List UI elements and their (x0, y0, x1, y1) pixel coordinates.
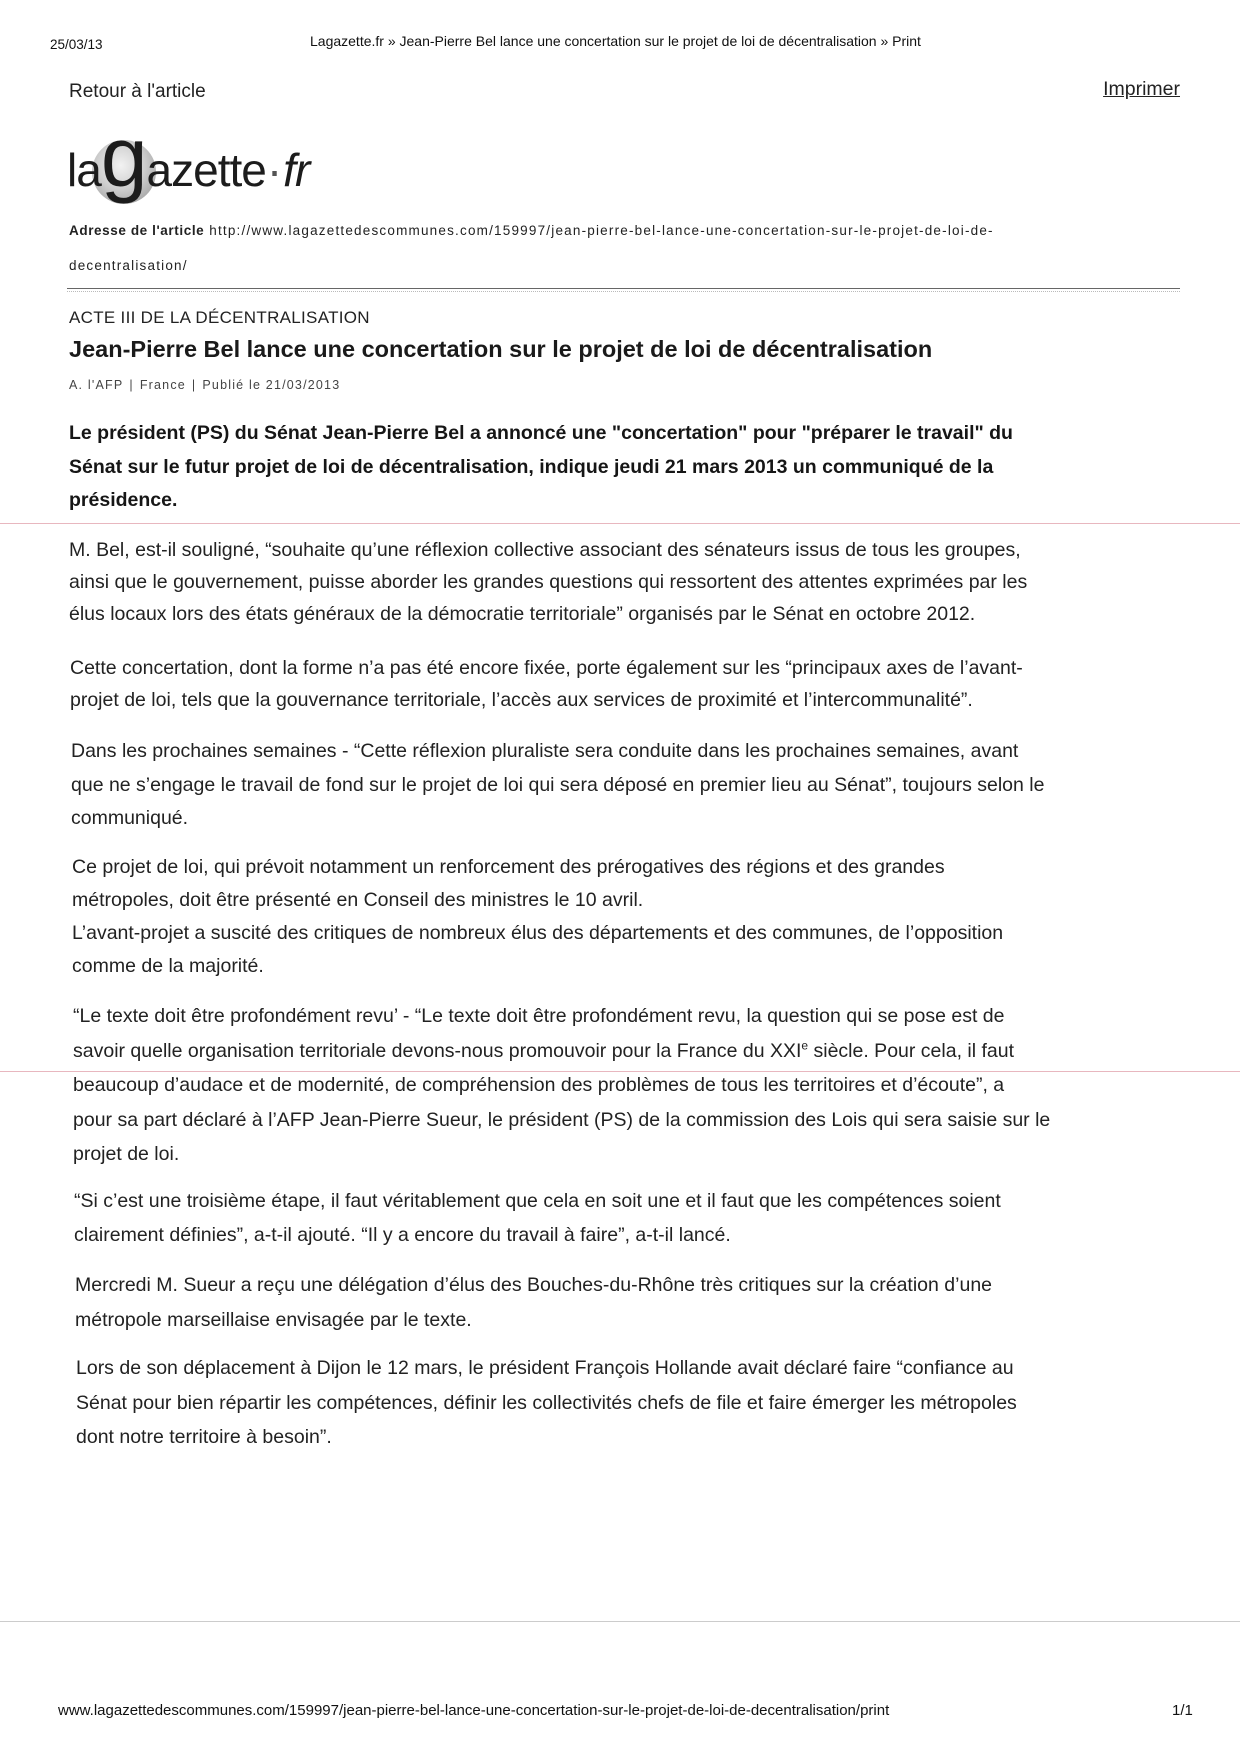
article-paragraph (75, 1268, 992, 1337)
paragraph-line: Ce projet de loi, qui prévoit notamment un renforcement des prérogatives des régions et des grandes (72, 856, 945, 878)
logo-prefix: la (67, 144, 101, 196)
paragraph-line (73, 1034, 1050, 1069)
article-paragraph (71, 735, 1044, 836)
article-published-date: Publié le 21/03/2013 (202, 378, 341, 392)
paragraph-line: comme de la majorité. (72, 955, 264, 977)
paragraph-line: communiqué. (71, 807, 189, 829)
logo-suffix: fr (283, 144, 310, 196)
article-section: France (139, 378, 186, 392)
paragraph-line: beaucoup d’audace et de modernité, de compréhension des problèmes de tous les territoires et d’écoute”, a (73, 1074, 1005, 1096)
paragraph-line: Cette concertation, dont la forme n’a pas été encore fixée, porte également sur les “principaux axes de l’avant- (70, 657, 1023, 679)
article-address-url-continued[interactable]: decentralisation/ (69, 258, 188, 273)
line-text: siècle. Pour cela, il faut (808, 1039, 1015, 1062)
paragraph-line: ainsi que le gouvernement, puisse aborder les grandes questions qui ressortent des attentes exprimées par les (69, 571, 1028, 593)
site-logo (67, 110, 310, 204)
paragraph-line: métropole marseillaise envisagée par le texte. (75, 1308, 472, 1331)
print-date: 25/03/13 (50, 37, 103, 52)
article-author: A. l'AFP (69, 378, 124, 392)
paragraph-line: élus locaux lors des états généraux de la démocratie territoriale” organisés par le Sénat en octobre 2012. (69, 603, 976, 625)
page-bottom-line (0, 1621, 1240, 1622)
paragraph-line: “Si c’est une troisième étape, il faut véritablement que cela en soit une et il faut que les compétences soient (74, 1190, 1001, 1212)
superscript-ordinal: e (801, 1038, 809, 1052)
article-paragraph (69, 534, 1027, 630)
paragraph-line: que ne s’engage le travail de fond sur le projet de loi qui sera déposé en premier lieu au Sénat”, toujours selon le (71, 773, 1045, 796)
article-lead (69, 417, 1013, 518)
paragraph-line: métropoles, doit être présenté en Conseil des ministres le 10 avril. (72, 889, 644, 911)
article-meta (69, 377, 340, 393)
paragraph-line: “Le texte doit être profondément revu’ - “Le texte doit être profondément revu, la question qui se pose est de (73, 1005, 1005, 1027)
logo-dot: · (266, 144, 283, 196)
paragraph-line: Mercredi M. Sueur a reçu une délégation d’élus des Bouches-du-Rhône très critiques sur la création d’une (75, 1274, 993, 1296)
lead-line: Le président (PS) du Sénat Jean-Pierre Bel a annoncé une "concertation" pour "préparer le travail" du (69, 422, 1013, 444)
article-address (69, 222, 994, 240)
paragraph-line: Lors de son déplacement à Dijon le 12 mars, le président François Hollande avait déclaré faire “confiance au (76, 1357, 1014, 1379)
line-text: savoir quelle organisation territoriale devons-nous promouvoir pour la France du XXI (73, 1039, 802, 1062)
paragraph-line: M. Bel, est-il souligné, “souhaite qu’une réflexion collective associant des sénateurs issus de tous les groupes, (69, 539, 1021, 561)
paragraph-line: projet de loi, tels que la gouvernance territoriale, l’accès aux services de proximité et l’intercommunalité”. (70, 688, 973, 711)
header-separator (67, 288, 1180, 292)
print-footer-url: www.lagazettedescommunes.com/159997/jean-pierre-bel-lance-une-concertation-sur-le-projet-de-loi-de-decentralisation/print (58, 1702, 890, 1719)
paragraph-line: pour sa part déclaré à l’AFP Jean-Pierre Sueur, le président (PS) de la commission des Lois qui sera saisie sur le (73, 1108, 1051, 1131)
logo-big-letter: g (100, 110, 147, 204)
print-link[interactable]: Imprimer (1103, 78, 1180, 100)
print-page-title: Lagazette.fr » Jean-Pierre Bel lance une concertation sur le projet de loi de décentralisation » Print (310, 33, 921, 49)
article-paragraph (74, 1185, 1001, 1252)
meta-separator: | (191, 378, 197, 392)
article-address-label: Adresse de l'article (69, 223, 205, 238)
meta-separator: | (129, 378, 134, 392)
scan-artifact-line (0, 1071, 1240, 1072)
article-paragraph (76, 1351, 1017, 1455)
article-paragraph (73, 999, 1050, 1172)
lead-line: présidence. (69, 489, 178, 511)
paragraph-line: Dans les prochaines semaines - “Cette réflexion pluraliste sera conduite dans les prochaines semaines, avant (71, 740, 1019, 762)
logo-middle: azette (146, 144, 266, 196)
article-title: Jean-Pierre Bel lance une concertation sur le projet de loi de décentralisation (69, 336, 933, 362)
article-paragraph (72, 851, 1003, 983)
paragraph-line: Sénat pour bien répartir les compétences, définir les collectivités chefs de file et faire émerger les métropoles (76, 1391, 1017, 1414)
paragraph-line: projet de loi. (73, 1143, 180, 1165)
article-paragraph (70, 653, 1023, 716)
back-to-article-link[interactable]: Retour à l'article (69, 81, 206, 102)
scan-artifact-line (0, 523, 1240, 524)
paragraph-line: clairement définies”, a-t-il ajouté. “Il y a encore du travail à faire”, a-t-il lancé. (74, 1223, 731, 1246)
article-kicker: ACTE III DE LA DÉCENTRALISATION (69, 308, 370, 327)
lead-line: Sénat sur le futur projet de loi de décentralisation, indique jeudi 21 mars 2013 un communiqué de la (69, 455, 994, 478)
paragraph-line: dont notre territoire à besoin”. (76, 1426, 332, 1448)
article-address-url[interactable]: http://www.lagazettedescommunes.com/159997/jean-pierre-bel-lance-une-concertation-sur-le-projet-de-loi-de- (209, 223, 994, 238)
print-page-number: 1/1 (1172, 1702, 1193, 1719)
paragraph-line: L’avant-projet a suscité des critiques de nombreux élus des départements et des communes, de l’opposition (72, 922, 1004, 944)
